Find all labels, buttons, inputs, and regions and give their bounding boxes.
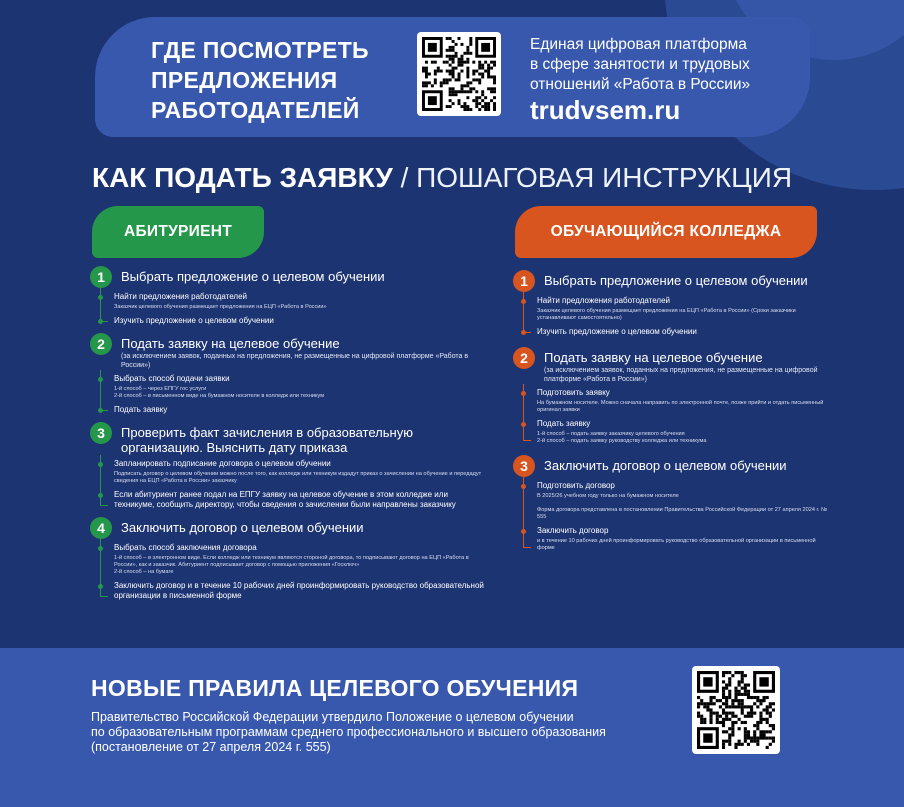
item-label: Найти предложения работодателей	[537, 296, 671, 305]
bottom-qr-code-icon[interactable]	[692, 666, 780, 754]
step-header	[90, 266, 490, 288]
bullet-dot-icon	[521, 422, 526, 427]
site-link[interactable]: trudvsem.ru	[530, 95, 681, 125]
applicant-steps	[90, 266, 490, 608]
qr-code-icon	[422, 37, 496, 111]
heading-bold: КАК ПОДАТЬ ЗАЯВКУ	[92, 162, 393, 193]
step-title: Подать заявку на целевое обучение	[544, 350, 763, 365]
step	[513, 270, 833, 337]
step-number: 3	[513, 455, 535, 477]
step-header	[513, 270, 833, 292]
item-label: Изучить предложение о целевом обучении	[537, 327, 697, 336]
step-items	[523, 481, 833, 552]
step-item	[114, 316, 490, 326]
bullet-dot-icon	[98, 377, 103, 382]
bullet-dot-icon	[98, 462, 103, 467]
item-note: 1-й способ – через ЕПГУ гос услуги 2-й способ – в письменном виде на бумажном носителе в колледж или техникум	[114, 386, 325, 399]
step-number: 1	[90, 266, 112, 288]
bullet-dot-icon	[98, 584, 103, 589]
step-number: 4	[90, 517, 112, 539]
top-banner	[95, 17, 810, 137]
top-title: ГДЕ ПОСМОТРЕТЬ ПРЕДЛОЖЕНИЯ РАБОТОДАТЕЛЕЙ	[151, 37, 369, 123]
step-item	[537, 526, 833, 552]
item-note: На бумажном носителе. Можно сначала направить по электронной почте, позже прийти и отдать письменный оригинал заявки	[537, 400, 824, 413]
step-item	[114, 459, 490, 485]
step-number: 2	[90, 333, 112, 355]
step-title-wrap	[544, 347, 833, 384]
applicant-pill: АБИТУРИЕНТ	[92, 206, 264, 258]
qr-code-icon	[697, 671, 775, 749]
bottom-panel	[0, 648, 904, 807]
item-label: Выбрать способ заключения договора	[114, 543, 257, 552]
item-label: Подготовить заявку	[537, 388, 610, 397]
step-items	[100, 459, 490, 510]
step-item	[114, 490, 490, 510]
step-subtitle: (за исключением заявок, поданных на предложения, не размещенные на цифровой платформе «Работа в России»)	[544, 367, 818, 383]
step-item	[114, 292, 490, 311]
item-label: Заключить договор и в течение 10 рабочих дней проинформировать руководство образовательной организации в письменной форме	[114, 581, 484, 600]
bottom-text: Правительство Российской Федерации утвердило Положение о целевом обучении по образовательным программам среднего профессионального и высшего образования (постановление от 27 апреля 2024 г. 555)	[91, 710, 606, 754]
step-title-wrap	[544, 270, 808, 288]
item-note: Подписать договор о целевом обучении можно после того, как колледж или техникум издадут приказ о зачислении на обучение и передадут сведения на ЕЦП «Работа в России» заказчику	[114, 471, 482, 484]
item-note: Заказчик целевого обучения размещает предложения на ЕЦП «Работа в России» (Сроки заказчики устанавливают самостоятельно)	[537, 308, 796, 321]
bullet-dot-icon	[98, 319, 103, 324]
step	[513, 455, 833, 552]
item-label: Выбрать способ подачи заявки	[114, 374, 230, 383]
step-items	[100, 374, 490, 415]
item-note: В 2025/26 учебном году только на бумажном носителе Форма договора представлена в постановлении Правительства Российской Федерации от 27 апреля 2024 г. № 555	[537, 493, 827, 520]
step-title: Выбрать предложение о целевом обучении	[121, 269, 385, 284]
bullet-dot-icon	[521, 299, 526, 304]
step	[513, 347, 833, 445]
step-item	[537, 327, 833, 337]
item-note: 1-й способ – подать заявку заказчику целевого обучения 2-й способ – подать заявку руководству колледжа или техникума	[537, 431, 707, 444]
step-item	[114, 543, 490, 576]
platform-description: Единая цифровая платформа в сфере занятости и трудовых отношений «Работа в России»	[530, 36, 751, 93]
step-header	[513, 455, 833, 477]
item-note: и в течение 10 рабочих дней проинформировать руководство образовательной организации в письменной форме	[537, 538, 816, 551]
step-header	[90, 333, 490, 370]
item-label: Подать заявку	[537, 419, 591, 428]
step-item	[537, 419, 833, 445]
item-note: Заказчик целевого обучения размещает предложения на ЕЦП «Работа в России»	[114, 304, 327, 310]
step-title-wrap	[121, 333, 490, 370]
step-item	[114, 405, 490, 415]
bullet-dot-icon	[98, 408, 103, 413]
step-title: Заключить договор о целевом обучении	[121, 520, 364, 535]
item-label: Заключить договор	[537, 526, 609, 535]
step-number: 2	[513, 347, 535, 369]
item-label: Запланировать подписание договора о целевом обучении	[114, 459, 331, 468]
step-items	[523, 296, 833, 337]
instruction-heading	[92, 162, 792, 194]
bullet-dot-icon	[98, 295, 103, 300]
bottom-title: НОВЫЕ ПРАВИЛА ЦЕЛЕВОГО ОБУЧЕНИЯ	[91, 675, 579, 701]
student-pill: ОБУЧАЮЩИЙСЯ КОЛЛЕДЖА	[515, 206, 817, 258]
student-steps	[513, 270, 833, 562]
step-title-wrap	[121, 266, 385, 284]
step-item	[114, 374, 490, 400]
bullet-dot-icon	[521, 529, 526, 534]
step-items	[523, 388, 833, 445]
step-item	[537, 296, 833, 322]
bullet-dot-icon	[98, 546, 103, 551]
step	[90, 333, 490, 415]
step	[90, 422, 490, 510]
step-item	[537, 481, 833, 521]
step-number: 3	[90, 422, 112, 444]
step	[90, 517, 490, 601]
item-label: Подать заявку	[114, 405, 168, 414]
step-title-wrap	[121, 422, 490, 455]
item-label: Найти предложения работодателей	[114, 292, 248, 301]
item-label: Изучить предложение о целевом обучении	[114, 316, 274, 325]
step-subtitle: (за исключением заявок, поданных на предложения, не размещенные на цифровой платформе «Работа в России»)	[121, 353, 469, 369]
step-title: Проверить факт зачисления в образовательную организацию. Выяснить дату приказа	[121, 425, 413, 455]
step-header	[513, 347, 833, 384]
step-title: Подать заявку на целевое обучение	[121, 336, 340, 351]
item-label: Подготовить договор	[537, 481, 615, 490]
bullet-dot-icon	[98, 493, 103, 498]
bullet-dot-icon	[521, 484, 526, 489]
step-item	[114, 581, 490, 601]
step-items	[100, 292, 490, 326]
heading-light: / ПОШАГОВАЯ ИНСТРУКЦИЯ	[400, 162, 793, 193]
step	[90, 266, 490, 326]
top-qr-code-icon[interactable]	[417, 32, 501, 116]
bullet-dot-icon	[521, 330, 526, 335]
bullet-dot-icon	[521, 391, 526, 396]
step-title: Заключить договор о целевом обучении	[544, 458, 787, 473]
step-items	[100, 543, 490, 601]
step-header	[90, 422, 490, 455]
step-title: Выбрать предложение о целевом обучении	[544, 273, 808, 288]
step-title-wrap	[544, 455, 787, 473]
step-title-wrap	[121, 517, 364, 535]
step-header	[90, 517, 490, 539]
item-label: Если абитуриент ранее подал на ЕПГУ заявку на целевое обучение в этом колледже или техникуме, сообщить директору, чтобы сведения о зачислении были направлены заказчику	[114, 490, 456, 509]
step-item	[537, 388, 833, 414]
step-number: 1	[513, 270, 535, 292]
item-note: 1-й способ – в электронном виде. Если колледж или техникум являются стороной договора, то подписывают договор на ЕЦП «Работа в России», как и заказчик. Абитуриент подписывает договор с помощью приложения «Госключ» 2-й способ – на бумаге	[114, 555, 469, 575]
